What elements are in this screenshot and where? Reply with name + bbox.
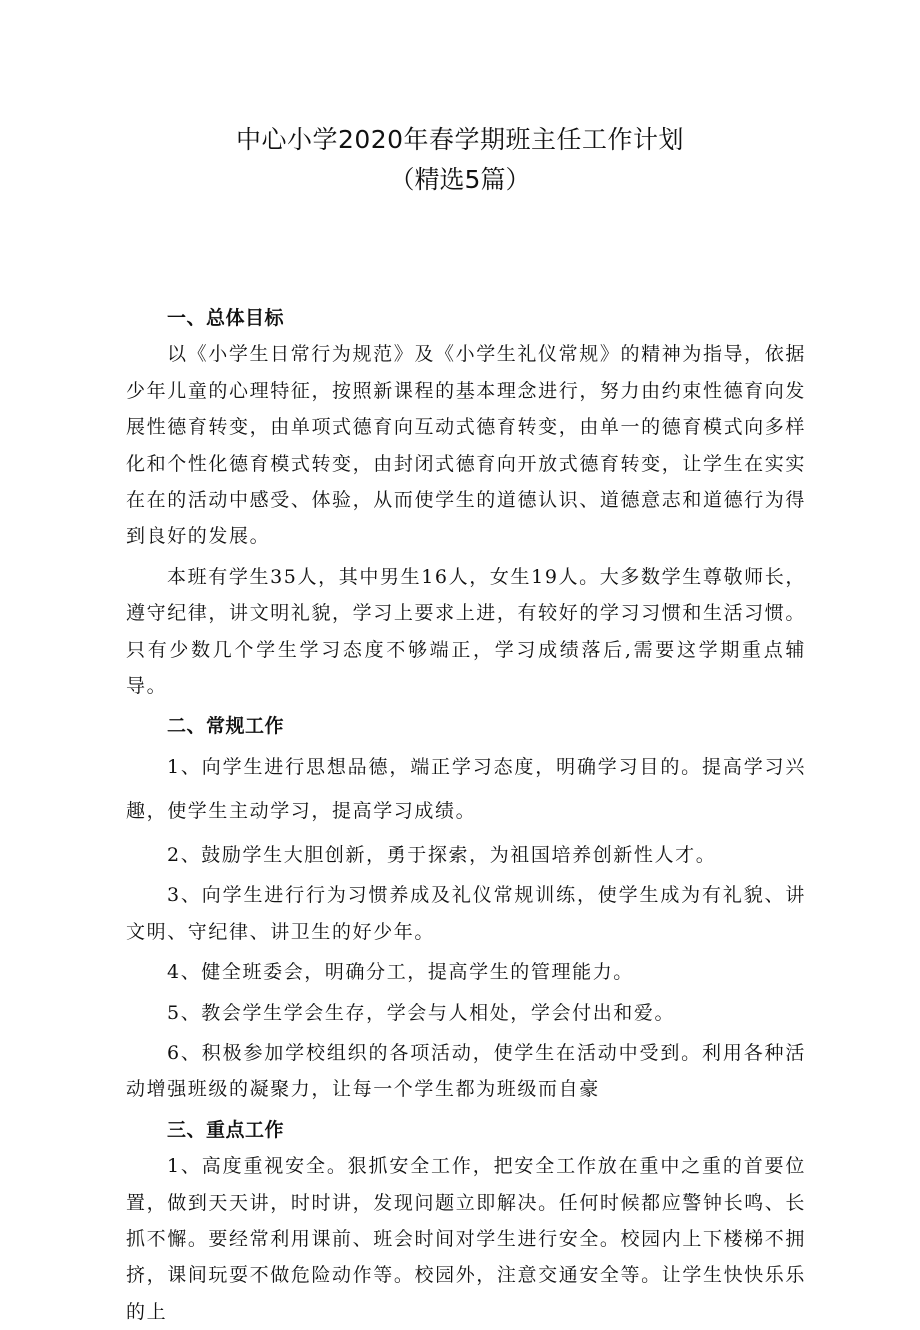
paragraph: 本班有学生35人，其中男生16人，女生19人。大多数学生尊敬师长，遵守纪律，讲文明礼貌，学习上要求上进，有较好的学习习惯和生活习惯。只有少数几个学生学习态度不够端正，学习成绩落后,需要这学期重点辅导。 xyxy=(126,565,806,698)
section-heading-key-work: 三、重点工作 xyxy=(167,1118,285,1141)
paragraph: 1、向学生进行思想品德，端正学习态度，明确学习目的。提高学习兴趣，使学生主动学习，提高学习成绩。 xyxy=(126,755,806,822)
paragraph: 5、教会学生学会生存，学会与人相处，学会付出和爱。 xyxy=(167,1001,676,1024)
paragraph: 6、积极参加学校组织的各项活动，使学生在活动中受到。利用各种活动增强班级的凝聚力，让每一个学生都为班级而自豪 xyxy=(126,1041,806,1101)
document-subtitle: （精选5篇） xyxy=(389,165,531,194)
paragraph: 3、向学生进行行为习惯养成及礼仪常规训练，使学生成为有礼貌、讲文明、守纪律、讲卫生的好少年。 xyxy=(126,884,806,943)
paragraph: 以《小学生日常行为规范》及《小学生礼仪常规》的精神为指导，依据少年儿童的心理特征，按照新课程的基本理念进行，努力由约束性德育向发展性德育转变，由单项式德育向互动式德育转变，由单一的德育模式向多样化和个性化德育模式转变，由封闭式德育向开放式德育转变，让学生在实实在在的活动中感受、体验，从而使学生的道德认识、道德意志和道德行为得到良好的发展。 xyxy=(126,343,806,548)
paragraph: 1、高度重视安全。狠抓安全工作，把安全工作放在重中之重的首要位置，做到天天讲，时时讲，发现问题立即解决。任何时候都应警钟长鸣、长抓不懈。要经常利用课前、班会时间对学生进行安全。校园内上下楼梯不拥挤，课间玩耍不做危险动作等。校园外，注意交通安全等。让学生快快乐乐的上 xyxy=(126,1155,806,1323)
title-block xyxy=(0,120,920,200)
paragraph: 2、鼓励学生大胆创新，勇于探索，为祖国培养创新性人才。 xyxy=(167,843,717,866)
document-title: 中心小学2020年春学期班主任工作计划 xyxy=(235,125,685,154)
document-body xyxy=(126,300,806,1330)
section-heading-routine: 二、常规工作 xyxy=(167,715,285,738)
section-heading-goals: 一、总体目标 xyxy=(167,307,285,329)
paragraph: 4、健全班委会，明确分工，提高学生的管理能力。 xyxy=(167,961,634,984)
